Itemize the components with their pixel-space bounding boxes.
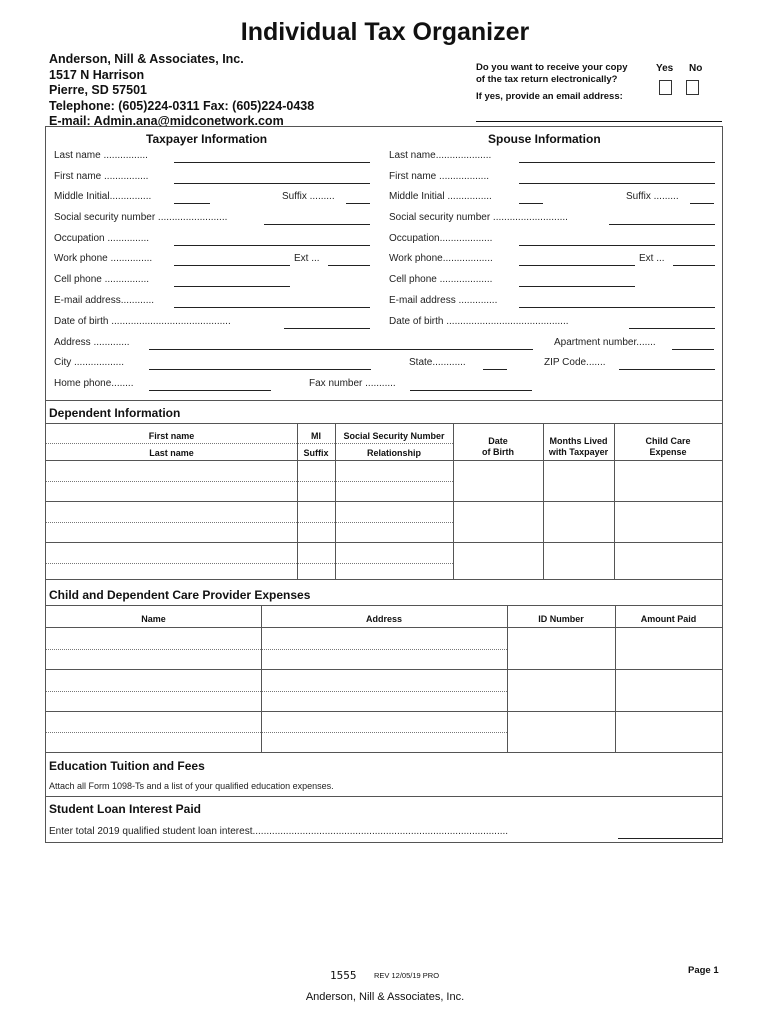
sp-last-name-field[interactable] xyxy=(519,162,715,163)
sp-middle-initial-label: Middle Initial ................ xyxy=(389,191,492,202)
no-checkbox[interactable] xyxy=(686,80,699,95)
tp-work-phone-label: Work phone ............... xyxy=(54,253,153,264)
efile-question xyxy=(476,62,646,86)
divider-student-loan xyxy=(46,796,722,797)
sp-occupation-field[interactable] xyxy=(519,245,715,246)
sp-first-name-field[interactable] xyxy=(519,183,715,184)
sp-work-phone-field[interactable] xyxy=(519,265,635,266)
dep-col-ssn: Social Security Number xyxy=(343,431,445,441)
care-col-address: Address xyxy=(365,614,402,624)
efile-question-line2: of the tax return electronically? xyxy=(476,74,618,85)
dep-col-months-2: with Taxpayer xyxy=(548,447,609,457)
yes-checkbox[interactable] xyxy=(659,80,672,95)
spouse-heading: Spouse Information xyxy=(488,132,601,146)
no-label: No xyxy=(689,63,703,74)
dep-col-care-1: Child Care xyxy=(645,436,691,446)
tp-middle-initial-field[interactable] xyxy=(174,203,210,204)
dep-row-2[interactable] xyxy=(46,542,722,543)
tp-first-name-field[interactable] xyxy=(174,183,370,184)
dep-header-dotted xyxy=(46,443,453,444)
tp-occupation-field[interactable] xyxy=(174,245,370,246)
sp-cell-phone-field[interactable] xyxy=(519,286,635,287)
tp-work-phone-field[interactable] xyxy=(174,265,290,266)
city-label: City .................. xyxy=(54,357,125,368)
tp-last-name-label: Last name ................ xyxy=(54,150,148,161)
fax-label: Fax number ........... xyxy=(309,378,396,389)
dep-col-suffix: Suffix xyxy=(303,448,329,458)
tp-ssn-label: Social security number ......................... xyxy=(54,212,228,223)
zip-label: ZIP Code....... xyxy=(544,357,606,368)
sp-ext-field[interactable] xyxy=(673,265,715,266)
dep-header-rule xyxy=(46,460,722,461)
dep-col-first-name: First name xyxy=(148,431,195,441)
student-loan-heading: Student Loan Interest Paid xyxy=(49,802,202,816)
tp-cell-phone-label: Cell phone ................ xyxy=(54,274,150,285)
sp-ssn-label: Social security number ........................... xyxy=(389,212,568,223)
form-box xyxy=(45,126,723,843)
tp-cell-phone-field[interactable] xyxy=(174,286,290,287)
care-header-rule xyxy=(46,627,722,628)
care-row-3-mid[interactable] xyxy=(46,732,507,733)
dependents-heading-rule xyxy=(46,423,722,424)
care-col-name: Name xyxy=(141,614,166,624)
dep-col-last-name: Last name xyxy=(149,448,194,458)
fax-field[interactable] xyxy=(410,390,532,391)
page-title: Individual Tax Organizer xyxy=(240,18,530,46)
care-col-id: ID Number xyxy=(538,614,584,624)
divider-education xyxy=(46,752,722,753)
care-row-2[interactable] xyxy=(46,711,722,712)
dep-col-mi: MI xyxy=(311,431,321,441)
tp-email-label: E-mail address............ xyxy=(54,295,155,306)
home-phone-field[interactable] xyxy=(149,390,271,391)
care-col-amount: Amount Paid xyxy=(640,614,697,624)
tp-suffix-label: Suffix ......... xyxy=(282,191,335,202)
care-heading-rule xyxy=(46,605,722,606)
sp-ext-label: Ext ... xyxy=(639,253,665,264)
sp-suffix-label: Suffix ......... xyxy=(626,191,679,202)
efile-email-prompt: If yes, provide an email address: xyxy=(476,91,623,102)
firm-address: 1517 N Harrison xyxy=(49,67,145,82)
apartment-label: Apartment number....... xyxy=(554,337,656,348)
tp-ext-field[interactable] xyxy=(328,265,370,266)
dependents-heading: Dependent Information xyxy=(49,406,181,420)
tp-suffix-field[interactable] xyxy=(346,203,370,204)
firm-info xyxy=(49,52,314,130)
education-note: Attach all Form 1098-Ts and a list of your qualified education expenses. xyxy=(49,781,334,791)
address-field[interactable] xyxy=(149,349,533,350)
firm-email: E-mail: Admin.ana@midconetwork.com xyxy=(49,114,284,128)
tp-dob-label: Date of birth ........................................... xyxy=(54,316,231,327)
firm-city: Pierre, SD 57501 xyxy=(49,83,147,97)
sp-ssn-field[interactable] xyxy=(609,224,715,225)
care-col-divider-1 xyxy=(261,605,262,752)
dep-col-relationship: Relationship xyxy=(366,448,421,458)
dep-col-months-1: Months Lived xyxy=(549,436,608,446)
firm-phone: Telephone: (605)224-0311 Fax: (605)224-0438 xyxy=(49,98,315,113)
taxpayer-heading: Taxpayer Information xyxy=(146,132,268,146)
sp-email-field[interactable] xyxy=(519,307,715,308)
student-loan-label: Enter total 2019 qualified student loan interest............................................................................................ xyxy=(49,826,509,837)
tp-last-name-field[interactable] xyxy=(174,162,370,163)
tp-email-field[interactable] xyxy=(174,307,370,308)
education-heading: Education Tuition and Fees xyxy=(49,759,205,773)
city-field[interactable] xyxy=(149,369,371,370)
divider-dependents xyxy=(46,400,722,401)
sp-work-phone-label: Work phone.................. xyxy=(389,253,493,264)
page-number: Page 1 xyxy=(688,965,719,976)
sp-first-name-label: First name .................. xyxy=(389,171,490,182)
sp-email-label: E-mail address .............. xyxy=(389,295,498,306)
dep-col-care-2: Expense xyxy=(649,447,687,457)
form-revision: REV 12/05/19 PRO xyxy=(374,971,440,980)
dep-row-2-mid[interactable] xyxy=(46,522,453,523)
sp-last-name-label: Last name.................... xyxy=(389,150,492,161)
home-phone-label: Home phone........ xyxy=(54,378,134,389)
dep-col-dob-1: Date xyxy=(488,436,508,446)
dep-row-1[interactable] xyxy=(46,501,722,502)
divider-care xyxy=(46,579,722,580)
efile-question-line1: Do you want to receive your copy xyxy=(476,62,628,73)
sp-suffix-field[interactable] xyxy=(690,203,714,204)
state-field[interactable] xyxy=(483,369,507,370)
care-col-divider-2 xyxy=(507,605,508,752)
zip-field[interactable] xyxy=(619,369,715,370)
care-col-divider-3 xyxy=(615,605,616,752)
student-loan-field[interactable] xyxy=(618,838,722,839)
state-label: State............ xyxy=(409,357,466,368)
apartment-field[interactable] xyxy=(672,349,714,350)
tp-occupation-label: Occupation ............... xyxy=(54,233,150,244)
dep-row-3-mid[interactable] xyxy=(46,563,453,564)
tp-ext-label: Ext ... xyxy=(294,253,320,264)
address-label: Address ............. xyxy=(54,337,130,348)
dep-row-1-mid[interactable] xyxy=(46,481,453,482)
efile-email-field[interactable] xyxy=(476,121,722,122)
care-row-2-mid[interactable] xyxy=(46,691,507,692)
yes-label: Yes xyxy=(656,63,674,74)
dep-col-dob-2: of Birth xyxy=(482,447,514,457)
care-heading: Child and Dependent Care Provider Expenses xyxy=(49,588,311,602)
form-number: 1555 xyxy=(330,969,357,982)
tp-ssn-field[interactable] xyxy=(264,224,370,225)
sp-occupation-label: Occupation................... xyxy=(389,233,493,244)
care-row-1-mid[interactable] xyxy=(46,649,507,650)
tp-first-name-label: First name ................ xyxy=(54,171,149,182)
tp-middle-initial-label: Middle Initial............... xyxy=(54,191,152,202)
care-row-1[interactable] xyxy=(46,669,722,670)
sp-cell-phone-label: Cell phone ................... xyxy=(389,274,493,285)
tp-dob-field[interactable] xyxy=(284,328,370,329)
sp-dob-field[interactable] xyxy=(629,328,715,329)
sp-middle-initial-field[interactable] xyxy=(519,203,543,204)
sp-dob-label: Date of birth ............................................ xyxy=(389,316,569,327)
footer-firm: Anderson, Nill & Associates, Inc. xyxy=(305,991,465,1003)
firm-name: Anderson, Nill & Associates, Inc. xyxy=(49,52,244,66)
